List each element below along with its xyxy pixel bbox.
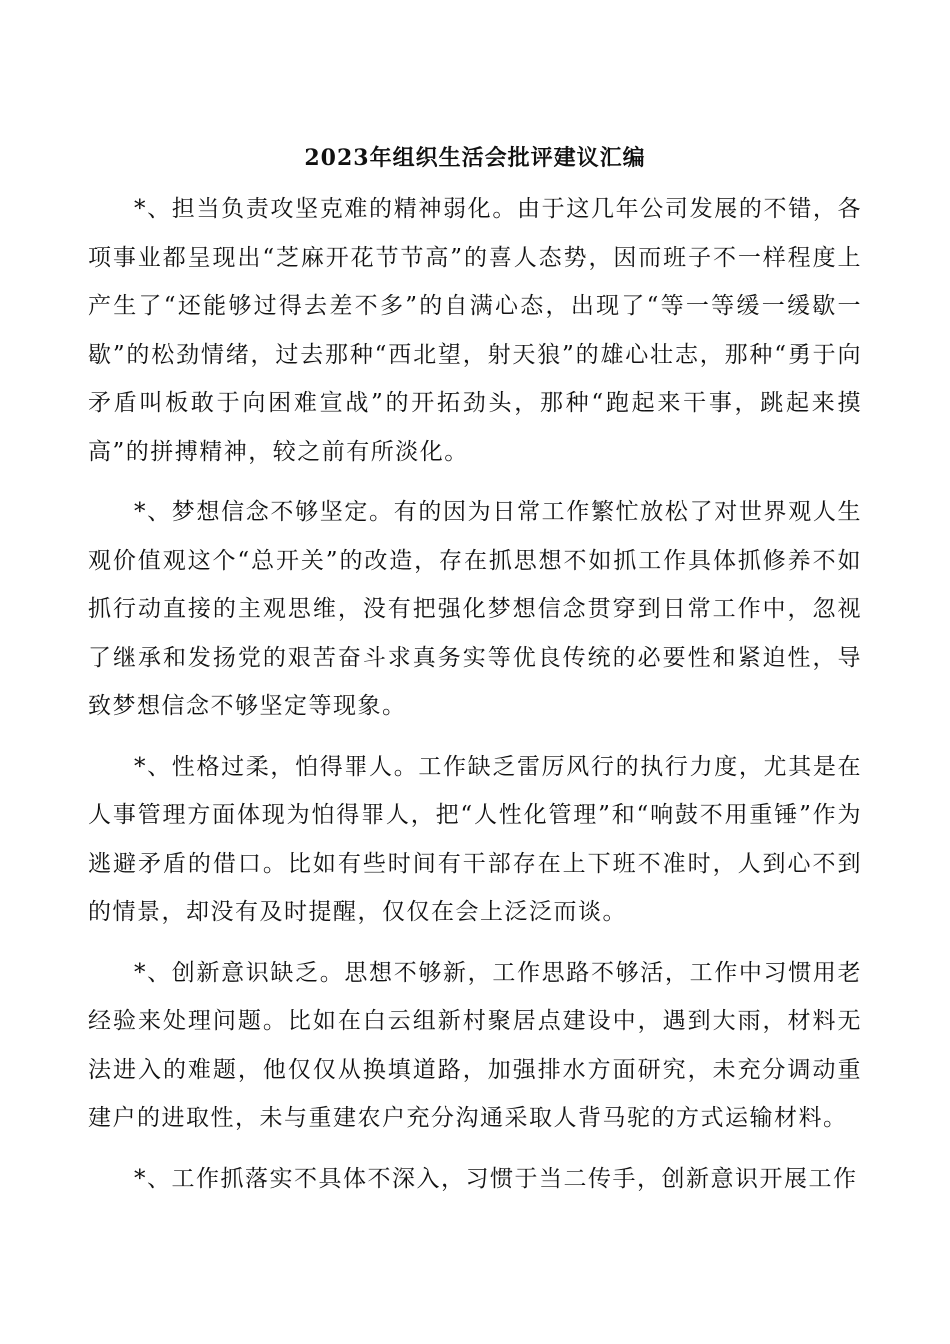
paragraph: *、性格过柔，怕得罪人。工作缺乏雷厉风行的执行力度，尤其是在人事管理方面体现为怕得罪人，把“人性化管理”和“响鼓不用重锤”作为逃避矛盾的借口。比如有些时间有干部存在上下班不准时，人到心不到的情景，却没有及时提醒，仅仅在会上泛泛而谈。 <box>88 753 862 925</box>
paragraph: *、梦想信念不够坚定。有的因为日常工作繁忙放松了对世界观人生观价值观这个“总开关”的改造，存在抓思想不如抓工作具体抓修养不如抓行动直接的主观思维，没有把强化梦想信念贯穿到日常工作中，忽视了继承和发扬党的艰苦奋斗求真务实等优良传统的必要性和紧迫性，导致梦想信念不够坚定等现象。 <box>88 499 862 719</box>
document-body <box>88 185 862 1215</box>
paragraph: *、担当负责攻坚克难的精神弱化。由于这几年公司发展的不错，各项事业都呈现出“芝麻开花节节高”的喜人态势，因而班子不一样程度上产生了“还能够过得去差不多”的自满心态，出现了“等一等缓一缓歇一歇”的松劲情绪，过去那种“西北望，射天狼”的雄心壮志，那种“勇于向矛盾叫板敢于向困难宣战”的开拓劲头，那种“跑起来干事，跳起来摸高”的拼搏精神，较之前有所淡化。 <box>88 196 862 465</box>
document-title: 2023年组织生活会批评建议汇编 <box>304 145 646 171</box>
paragraph: *、创新意识缺乏。思想不够新，工作思路不够活，工作中习惯用老经验来处理问题。比如在白云组新村聚居点建设中，遇到大雨，材料无法进入的难题，他仅仅从换填道路，加强排水方面研究，未充分调动重建户的进取性，未与重建农户充分沟通采取人背马驼的方式运输材料。 <box>88 959 862 1131</box>
paragraph: *、工作抓落实不具体不深入，习惯于当二传手，创新意识开展工作 <box>134 1165 858 1192</box>
